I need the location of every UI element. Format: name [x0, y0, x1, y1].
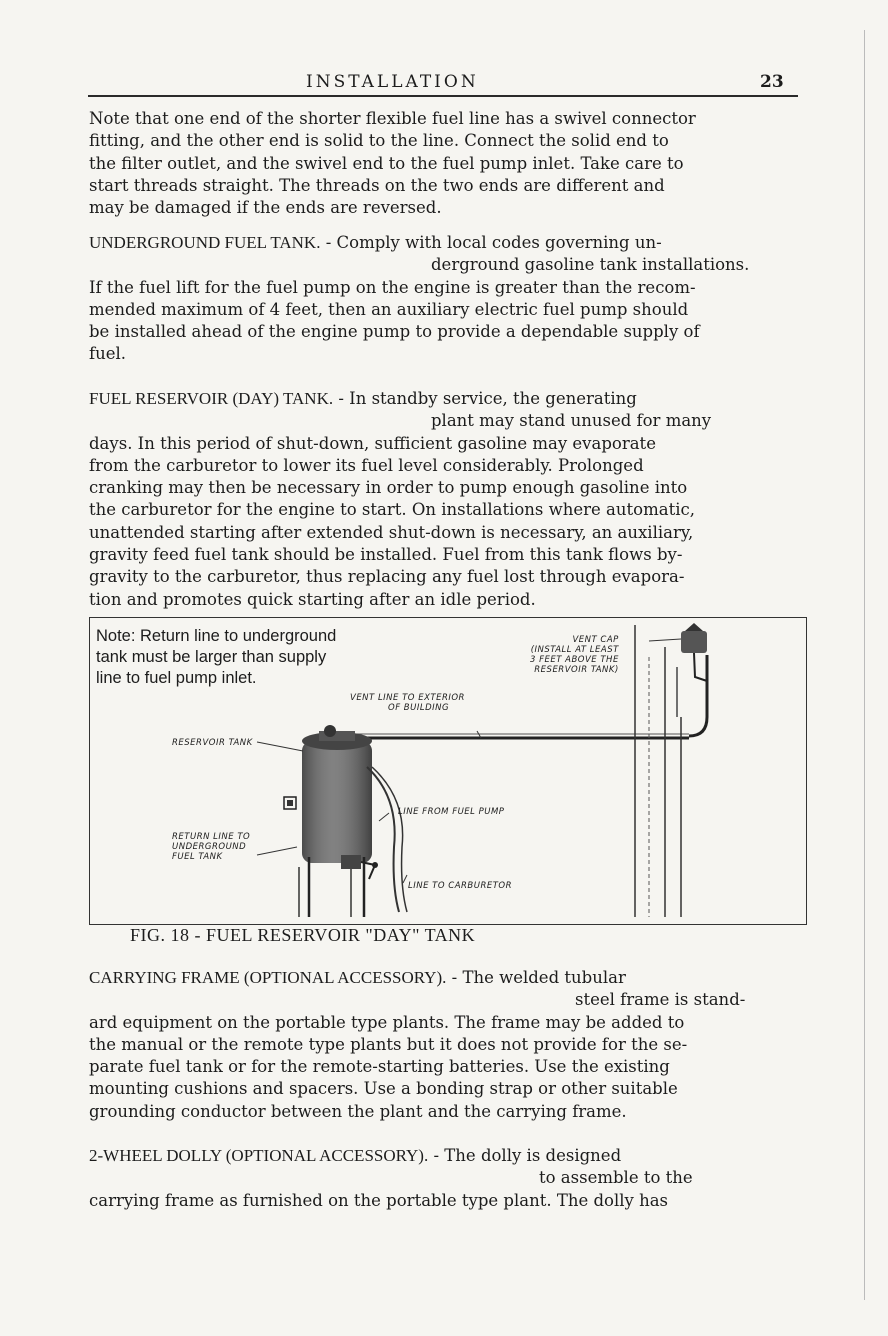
- paragraph-line: be installed ahead of the engine pump to provide a dependable supply of: [89, 322, 700, 342]
- section-heading: UNDERGROUND FUEL TANK.: [89, 233, 321, 252]
- paragraph-line: If the fuel lift for the fuel pump on the engine is greater than the recom-: [89, 277, 696, 297]
- dolly-section: [89, 1145, 809, 1212]
- label-line: OF BUILDING: [388, 703, 450, 713]
- vent-riser-pipe: [689, 655, 707, 736]
- paragraph-line: tion and promotes quick starting after an idle period.: [89, 589, 536, 609]
- paragraph-line: the filter outlet, and the swivel end to the fuel pump inlet. Take care to: [89, 153, 684, 173]
- section-lead-continued: to assemble to the: [539, 1168, 693, 1188]
- section-lead: - In standby service, the generating: [333, 389, 637, 408]
- paragraph-line: cranking may then be necessary in order to pump enough gasoline into: [89, 478, 688, 498]
- paragraph-line: gravity feed fuel tank should be installed. Fuel from this tank flows by-: [89, 545, 683, 565]
- paragraph-line: from the carburetor to lower its fuel level considerably. Prolonged: [89, 455, 644, 475]
- line-to-carburetor-label: LINE TO CARBURETOR: [408, 881, 513, 891]
- intro-paragraph: [89, 108, 809, 219]
- label-line: RETURN LINE TO: [172, 832, 251, 842]
- paragraph-line: parate fuel tank or for the remote-starting batteries. Use the existing: [89, 1057, 670, 1077]
- label-line: UNDERGROUND: [172, 842, 247, 852]
- carrying-frame-section: [89, 967, 809, 1123]
- header-rule: [88, 95, 798, 97]
- paragraph-line: fitting, and the other end is solid to the line. Connect the solid end to: [89, 131, 669, 151]
- figure-note-line: line to fuel pump inlet.: [96, 669, 257, 687]
- return-line-label: [172, 832, 250, 862]
- paragraph-line: mounting cushions and spacers. Use a bonding strap or other suitable: [89, 1079, 678, 1099]
- label-line: RESERVOIR TANK): [534, 665, 619, 675]
- section-lead-continued: derground gasoline tank installations.: [431, 255, 750, 275]
- figure-caption: FIG. 18 - FUEL RESERVOIR "DAY" TANK: [130, 925, 476, 945]
- paragraph-line: days. In this period of shut-down, sufficient gasoline may evaporate: [89, 433, 656, 453]
- section-lead: - The dolly is designed: [428, 1146, 622, 1165]
- vent-line-label: [350, 693, 465, 713]
- figure-note-line: Note: Return line to underground: [96, 627, 337, 645]
- section-heading: CARRYING FRAME (OPTIONAL ACCESSORY).: [89, 968, 447, 987]
- section-lead-continued: plant may stand unused for many: [431, 411, 712, 431]
- paragraph-line: the manual or the remote type plants but it does not provide for the se-: [89, 1034, 688, 1054]
- paragraph-line: Note that one end of the shorter flexible fuel line has a swivel connector: [89, 109, 696, 128]
- section-lead: - Comply with local codes governing un-: [320, 233, 662, 252]
- vent-cap: [681, 631, 707, 653]
- paragraph-line: the carburetor for the engine to start. On installations where automatic,: [89, 500, 695, 520]
- paragraph-line: ard equipment on the portable type plants. The frame may be added to: [89, 1012, 685, 1032]
- figure-note-line: tank must be larger than supply: [96, 648, 327, 666]
- line-from-pump-label: LINE FROM FUEL PUMP: [398, 807, 505, 817]
- section-lead-continued: steel frame is stand-: [575, 990, 746, 1010]
- paragraph-line: may be damaged if the ends are reversed.: [89, 198, 442, 218]
- paragraph-line: unattended starting after extended shut-down is necessary, an auxiliary,: [89, 522, 694, 542]
- paragraph-line: grounding conductor between the plant and the carrying frame.: [89, 1101, 627, 1121]
- paragraph-line: start threads straight. The threads on the two ends are different and: [89, 175, 665, 195]
- vent-cap-label: [530, 635, 619, 675]
- paragraph-line: mended maximum of 4 feet, then an auxiliary electric fuel pump should: [89, 299, 689, 319]
- page-header-title: INSTALLATION: [306, 72, 479, 92]
- figure-note: [96, 626, 456, 689]
- section-heading: 2-WHEEL DOLLY (OPTIONAL ACCESSORY).: [89, 1146, 429, 1165]
- section-heading: FUEL RESERVOIR (DAY) TANK.: [89, 389, 334, 408]
- underground-section: [89, 232, 809, 366]
- label-line: (INSTALL AT LEAST: [530, 645, 619, 655]
- reservoir-section: [89, 388, 809, 611]
- paragraph-line: carrying frame as furnished on the portable type plant. The dolly has: [89, 1190, 669, 1210]
- paragraph-line: fuel.: [89, 344, 127, 364]
- page-edge-line: [864, 30, 865, 1300]
- label-line: 3 FEET ABOVE THE: [530, 655, 619, 665]
- label-line: VENT CAP: [572, 635, 619, 645]
- section-lead: - The welded tubular: [446, 968, 626, 987]
- label-line: VENT LINE TO EXTERIOR: [350, 693, 465, 703]
- paragraph-line: gravity to the carburetor, thus replacing any fuel lost through evapora-: [89, 567, 685, 587]
- reservoir-tank-label: RESERVOIR TANK: [172, 738, 253, 748]
- label-line: FUEL TANK: [172, 852, 223, 862]
- page-number: 23: [760, 72, 784, 92]
